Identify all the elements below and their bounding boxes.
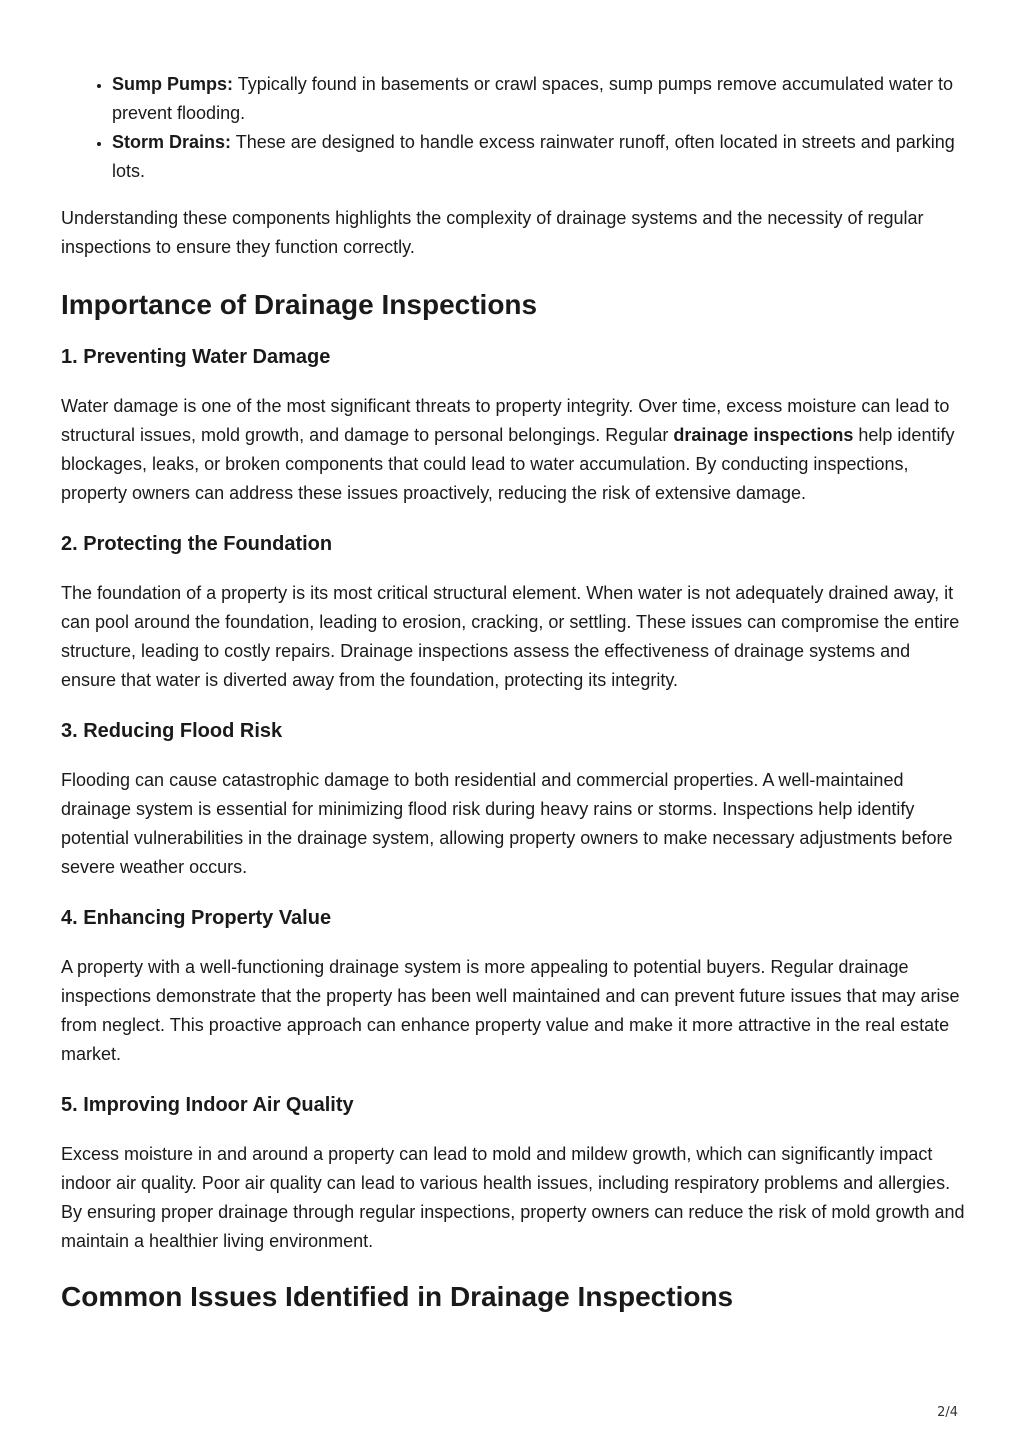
bullet-text: Typically found in basements or crawl spaces, sump pumps remove accumulated water to prevent flooding. [112,74,954,123]
bullet-item-sump-pumps [112,70,966,128]
paragraph-text: help identify blockages, leaks, or broken components that could lead to water accumulation. By conducting inspections, property owners can address these issues proactively, reducing the risk of extensive damage. [61,425,955,503]
subsection-title-improving-indoor-air-quality: 5. Improving Indoor Air Quality [61,1094,354,1116]
bold-phrase-drainage-inspections: drainage inspections [673,425,854,445]
subsection-paragraph-reducing-flood-risk: Flooding can cause catastrophic damage to both residential and commercial properties. A well-maintained drainage system is essential for minimizing flood risk during heavy rains or storms. Inspections help identify potential vulnerabilities in the drainage system, allowing property owners to make necessary adjustments before severe weather occurs. [61,770,953,877]
intro-paragraph: Understanding these components highlights the complexity of drainage systems and the necessity of regular inspections to ensure they function correctly. [61,208,924,257]
subsection-paragraph-enhancing-property-value: A property with a well-functioning drainage system is more appealing to potential buyers. Regular drainage inspections demonstrate that the property has been well maintained and can prevent future issues that may arise from neglect. This proactive approach can enhance property value and make it more attractive in the real estate market. [61,957,960,1064]
bullet-term: Storm Drains: [112,132,232,152]
subsection-title-preventing-water-damage: 1. Preventing Water Damage [61,346,331,368]
section-heading-common-issues: Common Issues Identified in Drainage Inspections [61,1281,734,1312]
subsection-title-protecting-foundation: 2. Protecting the Foundation [61,533,333,555]
page-number: 2/4 [937,1405,958,1420]
subsection-title-reducing-flood-risk: 3. Reducing Flood Risk [61,720,283,742]
section-heading-importance: Importance of Drainage Inspections [61,289,538,320]
component-bullet-list [61,70,966,186]
paragraph-text: Water damage is one of the most significant threats to property integrity. Over time, excess moisture can lead to structural issues, mold growth, and damage to personal belongings. Regular [61,396,950,445]
subsection-paragraph-preventing-water-damage [61,392,966,508]
bullet-text: These are designed to handle excess rainwater runoff, often located in streets and parking lots. [112,132,955,181]
bullet-term: Sump Pumps: [112,74,234,94]
bullet-item-storm-drains [112,128,966,186]
subsection-title-enhancing-property-value: 4. Enhancing Property Value [61,907,332,929]
document-content [61,70,966,1314]
subsection-paragraph-protecting-foundation: The foundation of a property is its most critical structural element. When water is not adequately drained away, it can pool around the foundation, leading to erosion, cracking, or settling. These issues can compromise the entire structure, leading to costly repairs. Drainage inspections assess the effectiveness of drainage systems and ensure that water is diverted away from the foundation, protecting its integrity. [61,583,960,690]
subsection-paragraph-improving-indoor-air-quality: Excess moisture in and around a property can lead to mold and mildew growth, which can significantly impact indoor air quality. Poor air quality can lead to various health issues, including respiratory problems and allergies. By ensuring proper drainage through regular inspections, property owners can reduce the risk of mold growth and maintain a healthier living environment. [61,1144,965,1251]
